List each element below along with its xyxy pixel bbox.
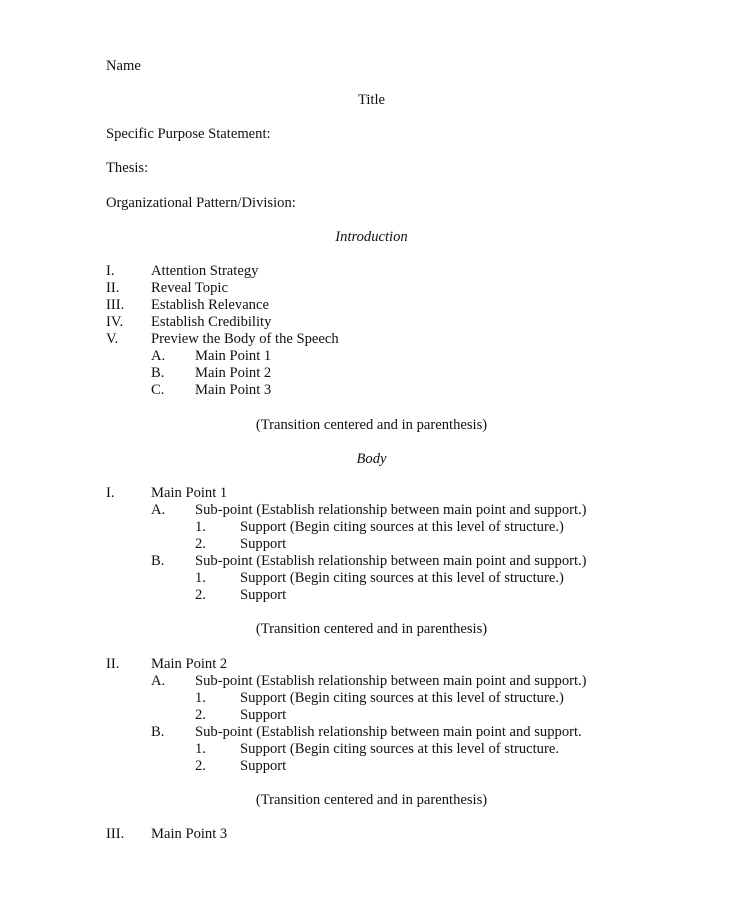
support-text: Support (Begin citing sources at this level of structure.) xyxy=(240,570,564,586)
intro-item-number: III. xyxy=(106,297,125,313)
intro-item-text: Establish Relevance xyxy=(151,297,269,313)
main-point-number: I. xyxy=(106,485,115,501)
preview-subitem-letter: C. xyxy=(151,382,165,398)
sub-point-letter: A. xyxy=(151,502,166,518)
support-number: 1. xyxy=(195,519,206,535)
intro-item-text: Preview the Body of the Speech xyxy=(151,331,339,347)
transition-text: (Transition centered and in parenthesis) xyxy=(255,417,488,433)
preview-subitem-text: Main Point 2 xyxy=(195,365,272,381)
support-text: Support xyxy=(240,536,287,552)
sub-point-text: Sub-point (Establish relationship between main point and support. xyxy=(195,724,582,740)
intro-item-number: V. xyxy=(106,331,119,347)
support-text: Support xyxy=(240,758,287,774)
sub-point-letter: B. xyxy=(151,553,165,569)
sub-point-text: Sub-point (Establish relationship between main point and support.) xyxy=(195,553,587,569)
support-text: Support (Begin citing sources at this level of structure.) xyxy=(240,690,564,706)
support-text: Support (Begin citing sources at this level of structure. xyxy=(240,741,559,757)
support-text: Support (Begin citing sources at this level of structure.) xyxy=(240,519,564,535)
body-heading: Body xyxy=(356,451,387,467)
introduction-heading: Introduction xyxy=(335,229,408,245)
transition-text: (Transition centered and in parenthesis) xyxy=(255,621,488,637)
support-number: 2. xyxy=(195,707,206,723)
main-point-number: III. xyxy=(106,826,125,842)
preview-subitem-text: Main Point 1 xyxy=(195,348,272,364)
transition-text: (Transition centered and in parenthesis) xyxy=(255,792,488,808)
support-text: Support xyxy=(240,707,287,723)
intro-item-text: Attention Strategy xyxy=(151,263,259,279)
support-number: 1. xyxy=(195,690,206,706)
support-text: Support xyxy=(240,587,287,603)
sub-point-letter: A. xyxy=(151,673,166,689)
specific-purpose-label: Specific Purpose Statement: xyxy=(106,126,271,142)
intro-item-text: Establish Credibility xyxy=(151,314,272,330)
support-number: 2. xyxy=(195,587,206,603)
sub-point-letter: B. xyxy=(151,724,165,740)
support-number: 1. xyxy=(195,570,206,586)
preview-subitem-letter: A. xyxy=(151,348,166,364)
org-pattern-label: Organizational Pattern/Division: xyxy=(106,195,296,211)
intro-item-number: II. xyxy=(106,280,120,296)
intro-item-text: Reveal Topic xyxy=(151,280,228,296)
intro-item-number: IV. xyxy=(106,314,124,330)
sub-point-text: Sub-point (Establish relationship between main point and support.) xyxy=(195,502,587,518)
support-number: 2. xyxy=(195,758,206,774)
preview-subitem-letter: B. xyxy=(151,365,165,381)
support-number: 2. xyxy=(195,536,206,552)
main-point-number: II. xyxy=(106,656,120,672)
intro-item-number: I. xyxy=(106,263,115,279)
sub-point-text: Sub-point (Establish relationship between main point and support.) xyxy=(195,673,587,689)
thesis-label: Thesis: xyxy=(106,160,149,176)
name-label: Name xyxy=(106,58,141,74)
document-title: Title xyxy=(357,92,386,108)
main-point-text: Main Point 1 xyxy=(151,485,228,501)
preview-subitem-text: Main Point 3 xyxy=(195,382,272,398)
support-number: 1. xyxy=(195,741,206,757)
main-point-text: Main Point 2 xyxy=(151,656,228,672)
main-point-text: Main Point 3 xyxy=(151,826,228,842)
